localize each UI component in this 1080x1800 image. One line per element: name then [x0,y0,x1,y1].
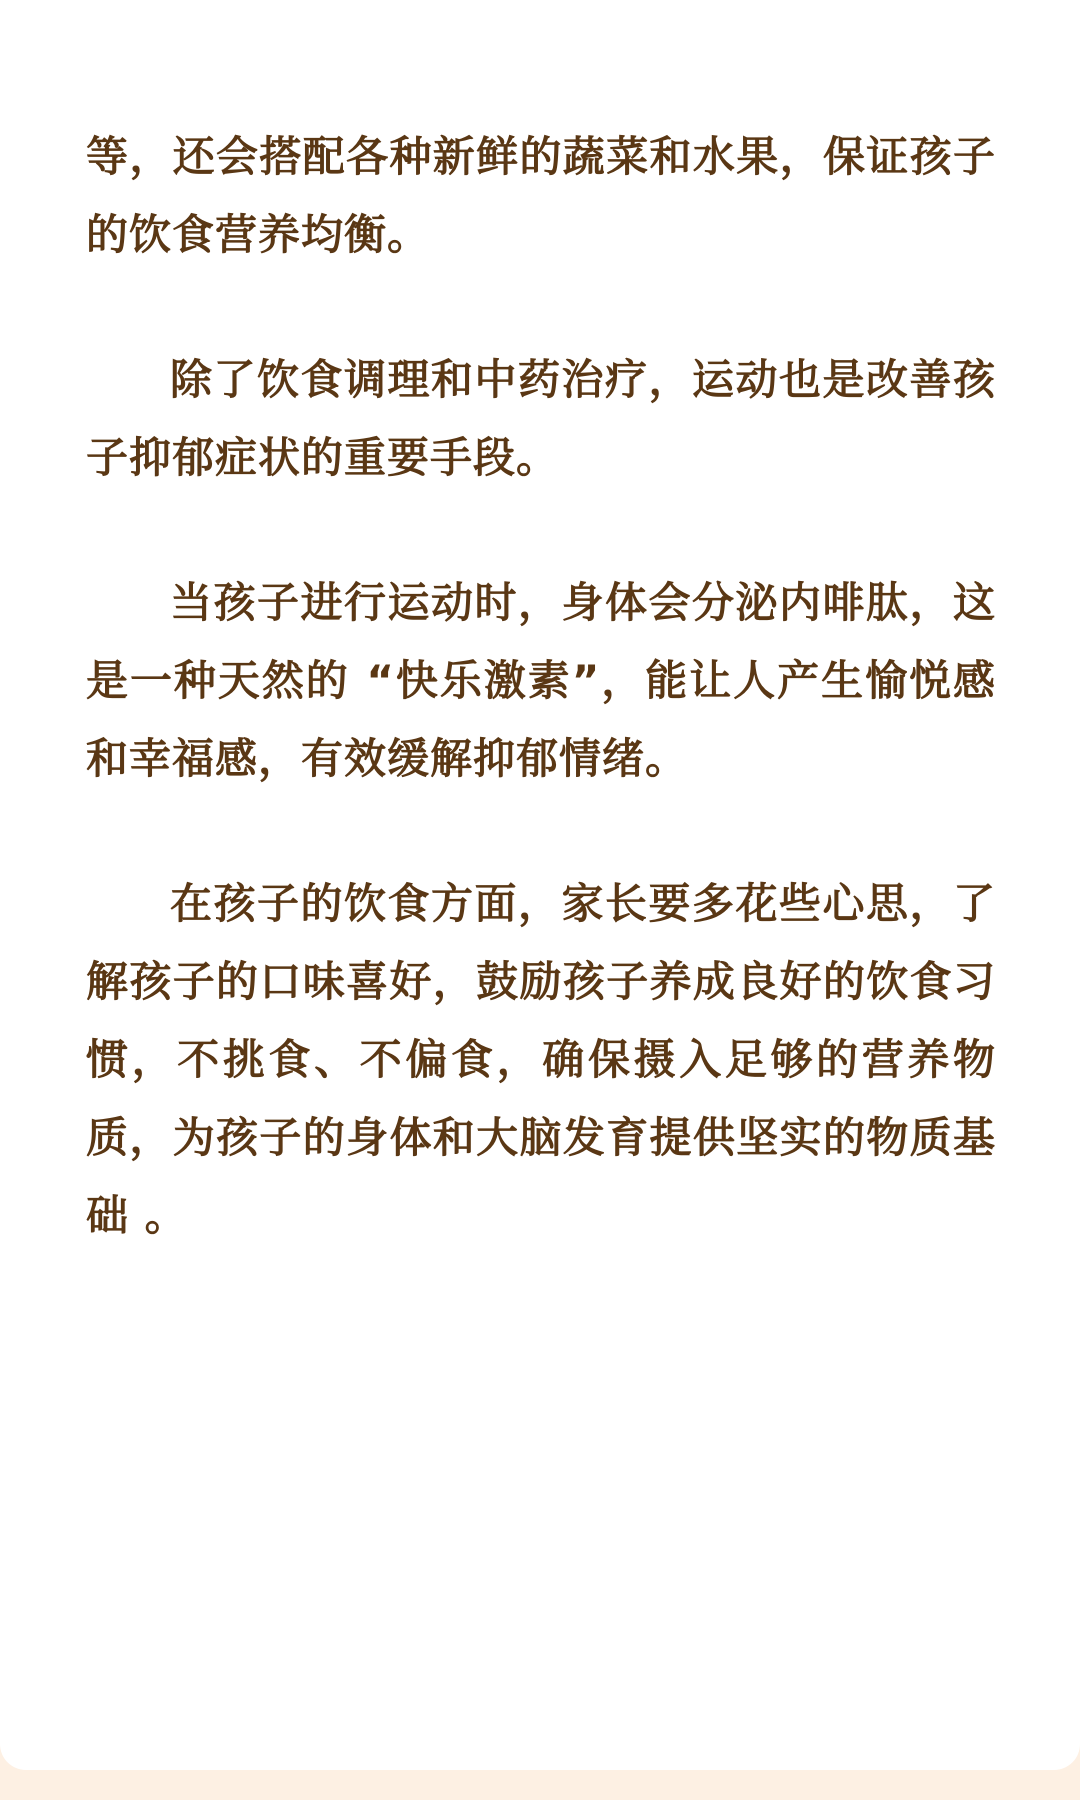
paragraph-diet-balance: 等，还会搭配各种新鲜的蔬菜和水果，保证孩子的饮食营养均衡。 [86,132,996,259]
article-body [86,118,996,1322]
paragraph-exercise-intro: 除了饮食调理和中药治疗，运动也是改善孩子抑郁症状的重要手段。 [86,355,996,482]
bottom-strip [0,1770,1080,1800]
paragraph-eating-habits: 在孩子的饮食方面，家长要多花些心思，了解孩子的口味喜好，鼓励孩子养成良好的饮食习惯，不挑食、不偏食，确保摄入足够的营养物质，为孩子的身体和大脑发育提供坚实的物质基础 。 [86,879,996,1240]
paragraph-endorphins: 当孩子进行运动时，身体会分泌内啡肽，这是一种天然的 “快乐激素”，能让人产生愉悦感和幸福感，有效缓解抑郁情绪。 [86,578,996,783]
